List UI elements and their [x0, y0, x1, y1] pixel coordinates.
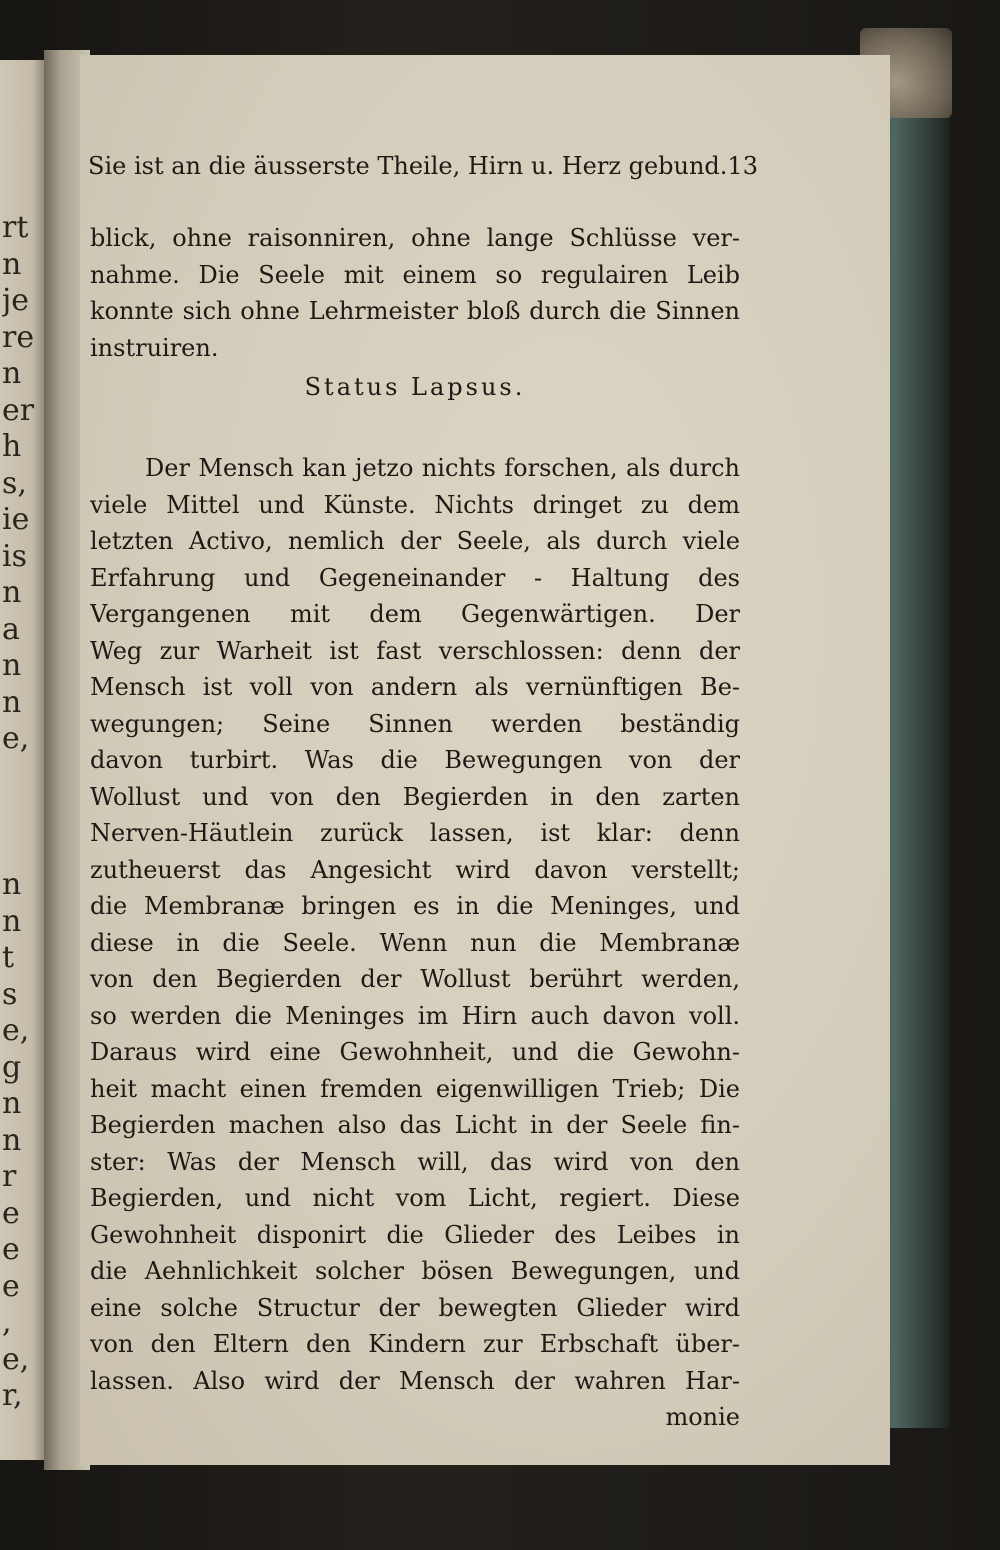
- text-line: von den Begierden der Wollust berührt werden,: [90, 965, 740, 993]
- text-line: Begierden, und nicht vom Licht, regiert. Diese: [90, 1184, 740, 1212]
- text-line: Begierden machen also das Licht in der Seele fin-: [90, 1111, 740, 1139]
- facing-page-fragment: ie: [2, 502, 30, 537]
- facing-page-fragment: r: [2, 1159, 17, 1194]
- facing-page-text-fragments: [2, 210, 40, 1415]
- text-line: davon turbirt. Was die Bewegungen von der: [90, 746, 740, 774]
- facing-page-fragment: g: [2, 1049, 22, 1085]
- facing-page-fragment: n: [2, 575, 22, 610]
- facing-page-fragment: s,: [2, 465, 27, 501]
- text-line: Nerven-Häutlein zurück lassen, ist klar: denn: [90, 819, 740, 847]
- text-line: diese in die Seele. Wenn nun die Membranæ: [90, 928, 740, 957]
- section-gap: [90, 414, 740, 450]
- facing-page-fragment: e: [2, 1268, 20, 1304]
- page-number: 13: [727, 152, 758, 180]
- text-line: Wollust und von den Begierden in den zarten: [90, 782, 740, 811]
- text-line: von den Eltern den Kindern zur Erbschaft über-: [90, 1330, 740, 1358]
- facing-page-fragment: s: [2, 976, 18, 1012]
- text-line: Vergangenen mit dem Gegenwärtigen. Der: [90, 600, 740, 628]
- facing-page-fragment: a: [2, 611, 20, 647]
- text-line: Weg zur Warheit ist fast verschlossen: denn der: [90, 636, 740, 665]
- facing-page-fragment: e: [2, 1195, 20, 1231]
- page-body-text: [90, 220, 740, 1436]
- text-line: wegungen; Seine Sinnen werden beständig: [90, 709, 740, 738]
- facing-page-fragment: je: [2, 283, 30, 318]
- facing-page-fragment: is: [2, 538, 27, 574]
- facing-page-fragment: r,: [2, 1378, 23, 1413]
- facing-page-fragment: n: [2, 1122, 22, 1158]
- facing-page-fragment: e,: [2, 1013, 30, 1048]
- text-line: so werden die Meninges im Hirn auch davon voll.: [90, 1001, 740, 1030]
- facing-page-fragment: n: [2, 684, 22, 720]
- page-header: [88, 152, 758, 180]
- text-line: heit macht einen fremden eigenwilligen Trieb; Die: [90, 1074, 740, 1103]
- text-line: Erfahrung und Gegeneinander - Haltung des: [90, 563, 740, 592]
- facing-page-fragment: rt: [2, 210, 29, 245]
- facing-page-fragment: e,: [2, 721, 30, 756]
- facing-page-fragment: re: [2, 319, 35, 355]
- text-line: konnte sich ohne Lehrmeister bloß durch die Sinnen: [90, 297, 740, 325]
- text-line: blick, ohne raisonniren, ohne lange Schlüsse ver-: [90, 224, 740, 252]
- text-line: instruiren.: [90, 333, 219, 362]
- facing-page-fragment: er: [2, 392, 35, 428]
- facing-page-fragment: n: [2, 356, 22, 391]
- facing-page-fragment: e: [2, 1232, 20, 1267]
- section-heading: Status Lapsus.: [304, 373, 526, 401]
- facing-page-fragment: n: [2, 1086, 22, 1121]
- facing-page-fragment: [2, 794, 40, 831]
- text-line: die Aehnlichkeit solcher bösen Bewegungen, und: [90, 1257, 740, 1285]
- facing-page-fragment: ,: [2, 1305, 12, 1340]
- text-line: lassen. Also wird der Mensch der wahren Har-: [90, 1366, 740, 1395]
- facing-page-fragment: n: [2, 648, 22, 683]
- text-line: ster: Was der Mensch will, das wird von den: [90, 1147, 740, 1176]
- text-line: Der Mensch kan jetzo nichts forschen, als durch: [145, 454, 740, 482]
- text-line: letzten Activo, nemlich der Seele, als durch viele: [90, 527, 740, 555]
- facing-page-fragment: t: [2, 940, 15, 975]
- text-line: zutheuerst das Angesicht wird davon verstellt;: [90, 855, 740, 884]
- running-head: Sie ist an die äusserste Theile, Hirn u. Herz gebund.: [88, 152, 728, 180]
- text-line: Daraus wird eine Gewohnheit, und die Gewohn-: [90, 1038, 740, 1066]
- facing-page-fragment: [2, 831, 40, 868]
- facing-page-fragment: [2, 758, 40, 795]
- facing-page-fragment: n: [2, 903, 22, 939]
- text-line: eine solche Structur der bewegten Glieder wird: [90, 1293, 740, 1322]
- catchword: monie: [665, 1403, 740, 1431]
- facing-page-fragment: n: [2, 246, 22, 282]
- text-line: viele Mittel und Künste. Nichts dringet zu dem: [90, 490, 740, 519]
- text-line: nahme. Die Seele mit einem so regulairen Leib: [90, 260, 740, 289]
- text-line: Gewohnheit disponirt die Glieder des Leibes in: [90, 1220, 740, 1249]
- facing-page-fragment: e,: [2, 1341, 30, 1377]
- text-line: die Membranæ bringen es in die Meninges, und: [90, 892, 740, 920]
- facing-page-fragment: n: [2, 867, 22, 902]
- text-line: Mensch ist voll von andern als vernünftigen Be-: [90, 673, 740, 701]
- facing-page-fragment: h: [2, 429, 22, 464]
